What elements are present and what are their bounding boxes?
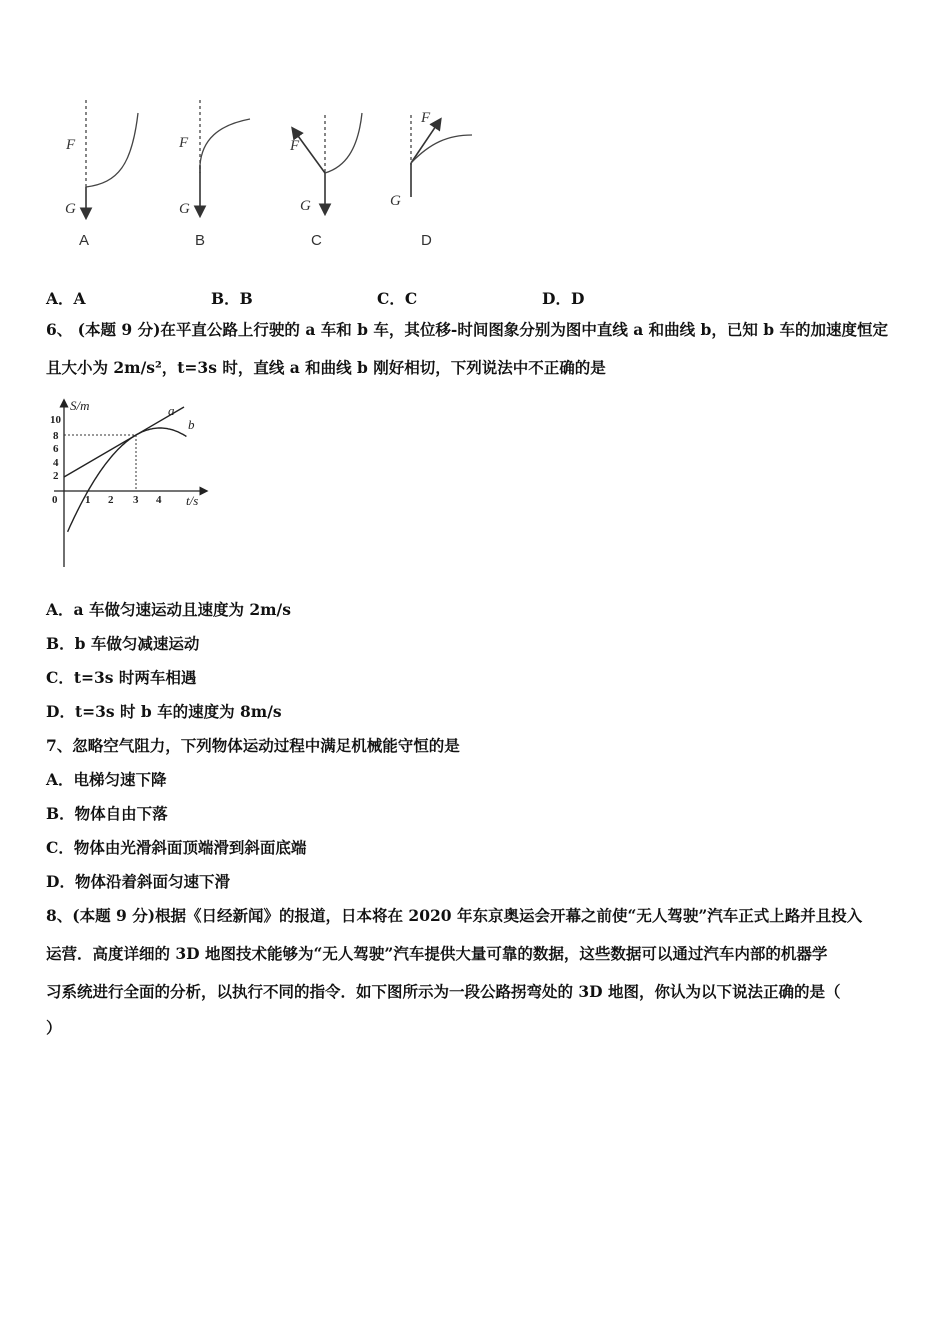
q7-option-c[interactable]: C．物体由光滑斜面顶端滑到斜面底端	[46, 838, 307, 857]
panel-c-weight-label: G	[300, 198, 311, 214]
panel-d	[390, 110, 472, 249]
y-tick-2: 2	[53, 470, 59, 482]
curve-b-label: b	[188, 417, 195, 432]
q5-option-d[interactable]: D．D	[542, 289, 585, 308]
q7-option-b[interactable]: B．物体自由下落	[46, 804, 168, 823]
x-tick-1: 1	[85, 494, 91, 506]
x-tick-3: 3	[133, 494, 139, 506]
q8-stem-line-1: 8、(本题 9 分)根据《日经新闻》的报道，日本将在 2020 年东京奥运会开幕之前使“无人驾驶”汽车正式上路并且投入	[46, 906, 863, 925]
panel-a	[65, 100, 138, 249]
q5-option-b[interactable]: B．B	[211, 289, 253, 308]
q7-option-a[interactable]: A．电梯匀速下降	[46, 770, 167, 789]
q6-stem-line-2: 且大小为 2m/s²，t=3s 时，直线 a 和曲线 b 刚好相切，下列说法中不正确的是	[46, 358, 606, 377]
y-axis-label: S/m	[70, 398, 90, 413]
panel-a-force-label: F	[66, 137, 76, 153]
q8-stem-line-4: ）	[46, 1018, 62, 1037]
q6-option-c[interactable]: C．t=3s 时两车相遇	[46, 668, 197, 687]
y-tick-4: 4	[53, 457, 59, 469]
curve-b	[68, 428, 187, 532]
panel-d-weight-label: G	[390, 193, 401, 209]
x-tick-0: 0	[52, 494, 58, 506]
panel-c	[289, 113, 362, 249]
panel-b-weight-label: G	[179, 201, 190, 217]
q6-option-d[interactable]: D．t=3s 时 b 车的速度为 8m/s	[46, 702, 282, 721]
panel-b-force-label: F	[179, 135, 189, 151]
line-a-label: a	[168, 403, 175, 418]
panel-b	[178, 100, 250, 249]
q8-stem-line-2: 运营．高度详细的 3D 地图技术能够为“无人驾驶”汽车提供大量可靠的数据，这些数据可以通过汽车内部的机器学	[46, 944, 828, 963]
x-axis-label: t/s	[186, 493, 199, 508]
q7-option-d[interactable]: D．物体沿着斜面匀速下滑	[46, 872, 230, 891]
q6-position-time-graph	[40, 395, 220, 575]
panel-c-caption: C	[311, 232, 322, 249]
q7-stem: 7、忽略空气阻力，下列物体运动过程中满足机械能守恒的是	[46, 736, 460, 755]
q6-option-a[interactable]: A．a 车做匀速运动且速度为 2m/s	[46, 600, 291, 619]
q6-stem-line-1: 6、 (本题 9 分)在平直公路上行驶的 a 车和 b 车，其位移-时间图象分别为图中直线 a 和曲线 b，已知 b 车的加速度恒定	[46, 320, 889, 339]
x-tick-2: 2	[108, 494, 114, 506]
panel-a-weight-label: G	[65, 201, 76, 217]
y-tick-6: 6	[53, 443, 59, 455]
x-tick-4: 4	[156, 494, 162, 506]
panel-b-caption: B	[195, 232, 206, 249]
q8-stem-line-3: 习系统进行全面的分析，以执行不同的指令．如下图所示为一段公路拐弯处的 3D 地图，你认为以下说法正确的是（	[46, 982, 841, 1001]
q5-option-a[interactable]: A．A	[46, 289, 86, 308]
y-tick-8: 8	[53, 430, 59, 442]
panel-d-force-label: F	[421, 110, 431, 126]
panel-c-force-label: F	[290, 138, 300, 154]
line-a	[64, 407, 184, 477]
y-tick-10: 10	[50, 414, 61, 426]
q6-option-b[interactable]: B．b 车做匀减速运动	[46, 634, 200, 653]
force-diagram-figure	[40, 95, 500, 260]
q5-option-c[interactable]: C．C	[377, 289, 418, 308]
panel-a-caption: A	[79, 232, 90, 249]
panel-d-caption: D	[421, 232, 432, 249]
